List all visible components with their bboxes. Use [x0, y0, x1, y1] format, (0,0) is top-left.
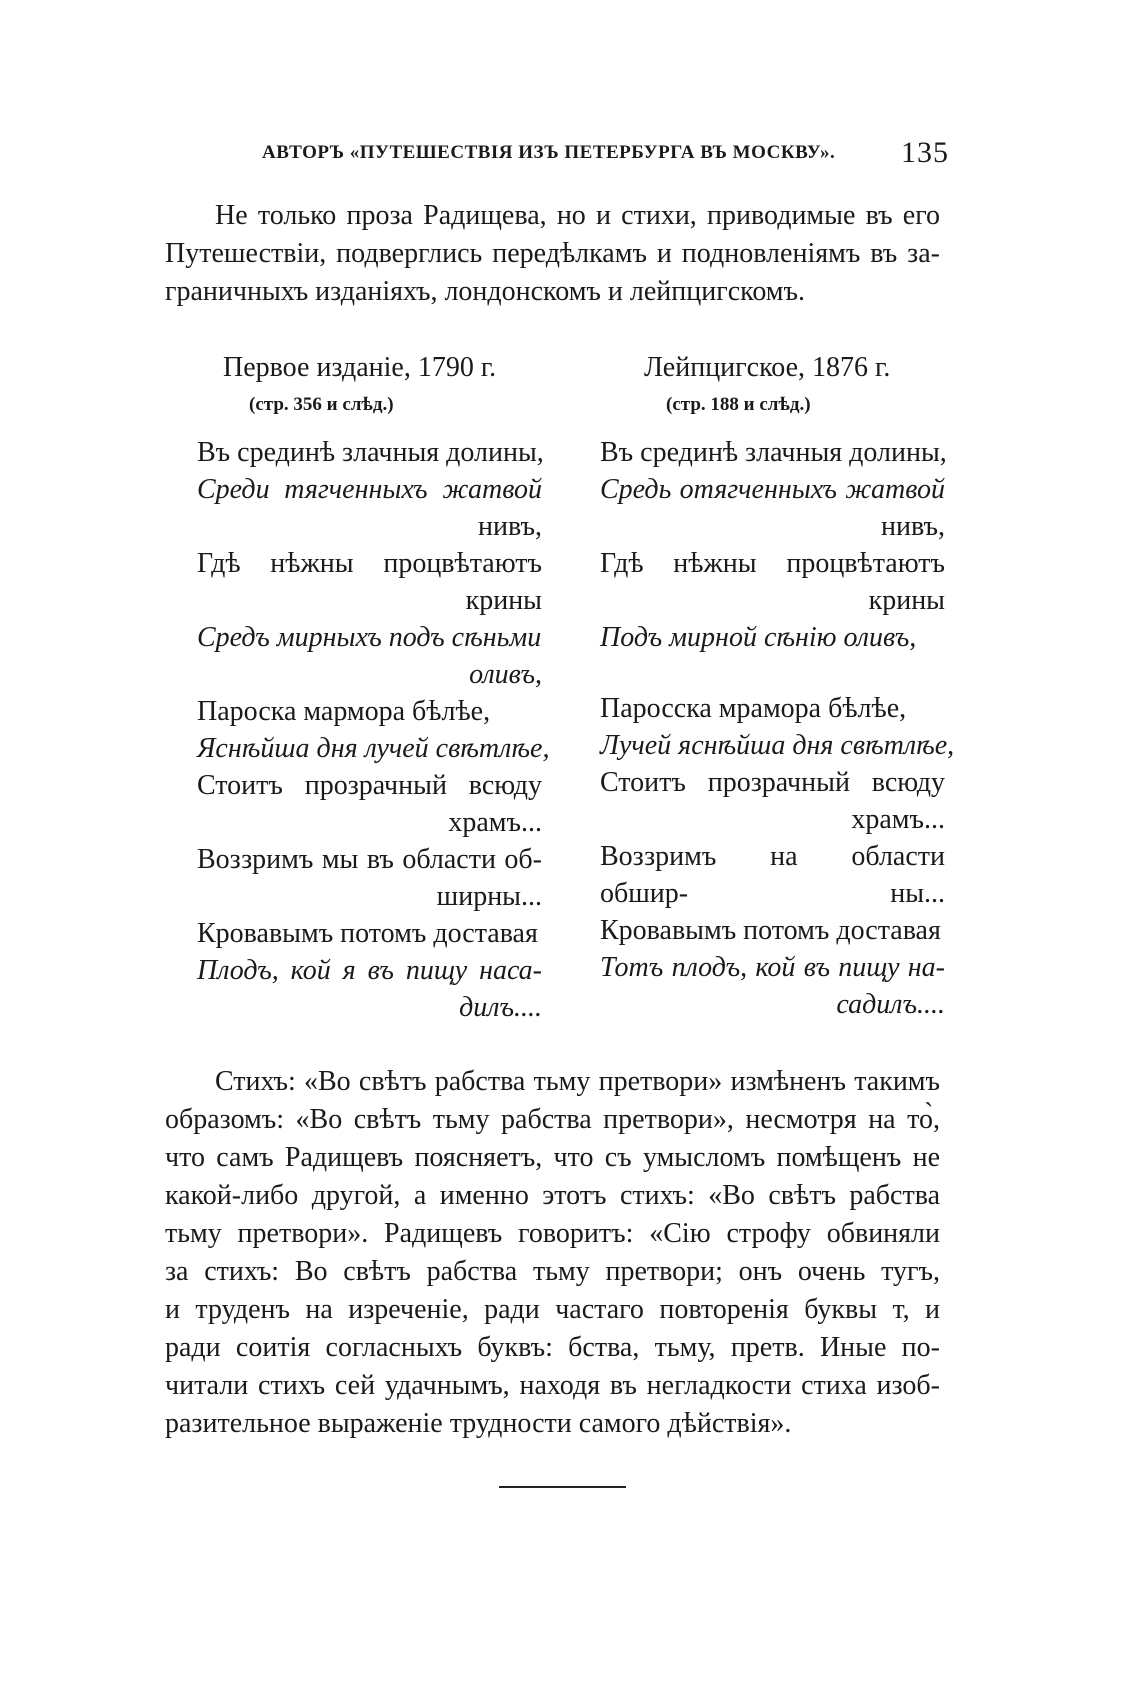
verse-line: Стоитъ прозрачный всюду — [197, 770, 542, 801]
verse-line: Въ срединѣ злачныя долины, — [600, 437, 947, 468]
text-line: образомъ: «Во свѣтъ тьму рабства претвори», несмотря на то̀, — [165, 1104, 940, 1135]
text-line: что самъ Радищевъ поясняетъ, что съ умысломъ помѣщенъ не — [165, 1142, 940, 1173]
running-header — [247, 136, 949, 176]
verse-line: Стоитъ прозрачный всюду — [600, 767, 945, 798]
verse-line: крины — [465, 585, 542, 616]
verse-line: оливъ, — [469, 659, 542, 690]
verse-line: Лучей яснѣйша дня свѣтлѣе, — [600, 730, 955, 761]
verse-line: Яснѣйша дня лучей свѣтлѣе, — [197, 733, 550, 764]
verse-line: Кровавымъ потомъ доставая — [600, 915, 941, 946]
leipzig-edition-column — [600, 352, 955, 1023]
column-heading: Лейпцигское, 1876 г. — [644, 352, 891, 383]
verse-line: нивъ, — [881, 511, 945, 542]
verse — [600, 434, 955, 1023]
verse-line: Паросска мрамора бѣлѣе, — [600, 693, 907, 724]
verse-line: Тотъ плодъ, кой въ пищу на- — [600, 952, 945, 983]
column-subheading: (стр. 356 и слѣд.) — [249, 394, 394, 415]
intro-paragraph — [165, 197, 940, 311]
text-line: читали стихъ сей удачнымъ, находя въ негладкости стиха изоб- — [165, 1370, 940, 1401]
verse-line: Въ срединѣ злачныя долины, — [197, 437, 544, 468]
text-line: Стихъ: «Во свѣтъ рабства тьму претвори» измѣненъ такимъ — [215, 1066, 940, 1097]
section-divider — [499, 1486, 626, 1488]
text-line: Путешествіи, подверглись передѣлкамъ и подновленіямъ въ за- — [165, 238, 940, 269]
verse-line: Средъ мирныхъ подъ сѣньми — [197, 622, 542, 653]
first-edition-column — [197, 352, 550, 1026]
verse-line: Средь отягченныхъ жатвой — [600, 474, 945, 505]
verse-line: храмъ... — [851, 804, 945, 835]
verse-line: садилъ.... — [836, 989, 945, 1020]
running-title: АВТОРЪ «ПУТЕШЕСТВІЯ ИЗЪ ПЕТЕРБУРГА ВЪ МОСКВУ». — [262, 142, 836, 163]
commentary-paragraph — [165, 1063, 940, 1443]
text-line: ради соитія согласныхъ буквъ: бства, тьму, претв. Иные по- — [165, 1332, 940, 1363]
text-line: граничныхъ изданіяхъ, лондонскомъ и лейпцигскомъ. — [165, 276, 805, 307]
text-line: какой-либо другой, а именно этотъ стихъ: «Во свѣтъ рабства — [165, 1180, 940, 1211]
column-heading: Первое изданіе, 1790 г. — [223, 352, 497, 383]
text-line: за стихъ: Во свѣтъ рабства тьму претвори; онъ очень тугъ, — [165, 1256, 940, 1287]
text-line: разительное выраженіе трудности самого дѣйствія». — [165, 1408, 792, 1439]
verse-line: Среди тягченныхъ жатвой — [197, 474, 542, 505]
page-number: 135 — [901, 136, 949, 169]
text-line: тьму претвори». Радищевъ говоритъ: «Сію строфу обвиняли — [165, 1218, 940, 1249]
verse-line: Подъ мирной сѣнію оливъ, — [600, 622, 917, 653]
verse-line: дилъ.... — [459, 992, 542, 1023]
verse-line: Воззримъ на области обшир- — [600, 841, 945, 909]
verse-line: Плодъ, кой я въ пищу наса- — [197, 955, 542, 986]
verse-line: Кровавымъ потомъ доставая — [197, 918, 538, 949]
verse-line: Гдѣ нѣжны процвѣтаютъ — [600, 548, 945, 579]
column-subheading: (стр. 188 и слѣд.) — [666, 394, 811, 415]
verse-line: нивъ, — [478, 511, 542, 542]
verse-line: ны... — [890, 878, 945, 909]
verse-line: Воззримъ мы въ области об- — [197, 844, 542, 875]
verse — [197, 434, 550, 1026]
verse-line: Пароска мармора бѣлѣе, — [197, 696, 491, 727]
verse-line: Гдѣ нѣжны процвѣтаютъ — [197, 548, 542, 579]
verse-line: ширны... — [436, 881, 542, 912]
verse-line: крины — [868, 585, 945, 616]
text-line: и труденъ на изреченіе, ради частаго повторенія буквы т, и — [165, 1294, 940, 1325]
text-line: Не только проза Радищева, но и стихи, приводимые въ его — [215, 200, 940, 231]
verse-line: храмъ... — [448, 807, 542, 838]
verse-gap — [600, 656, 945, 690]
